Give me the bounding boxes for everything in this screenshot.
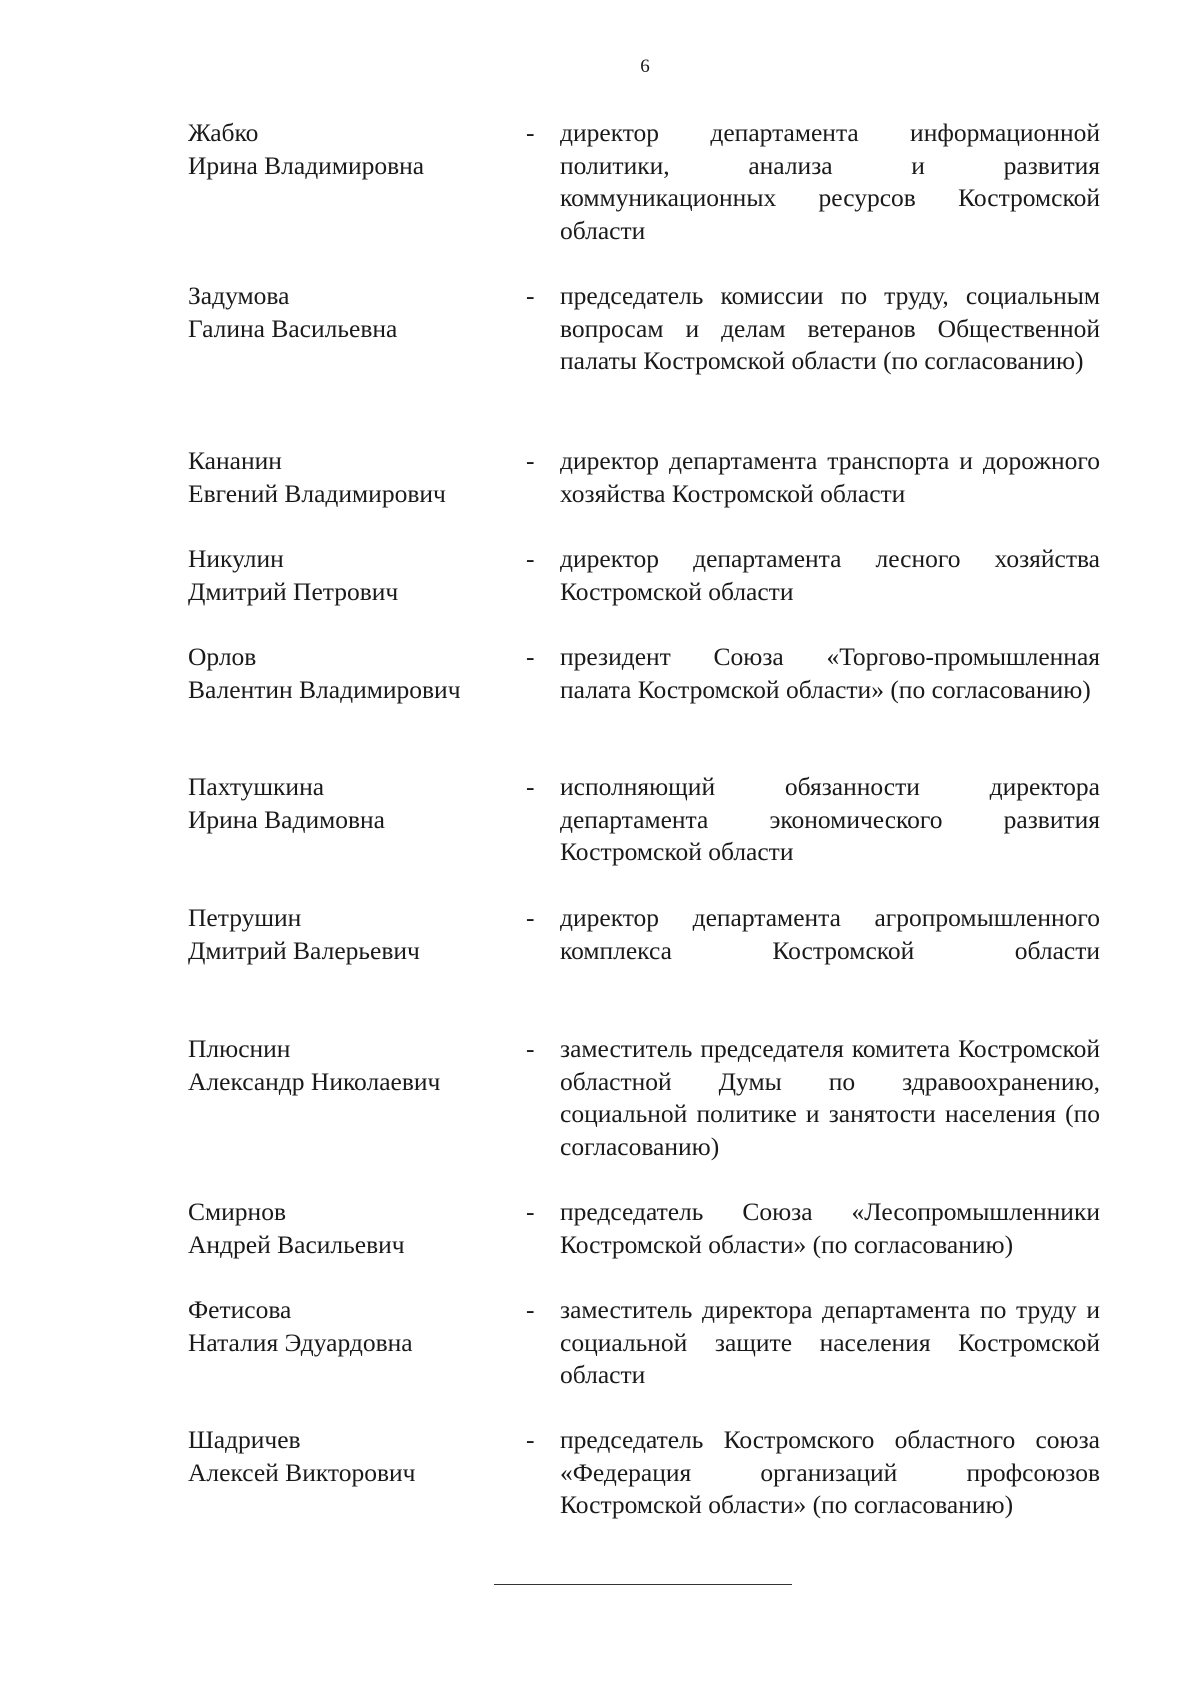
member-surname: Петрушин	[188, 903, 302, 932]
member-position: заместитель председателя комитета Костромской областной Думы по здравоохранению, социальной политике и занятости населения (по согласованию)	[560, 1034, 1100, 1161]
separator-dash: -	[526, 903, 535, 932]
member-name	[188, 543, 508, 608]
separator-dash: -	[526, 446, 535, 475]
member-name	[188, 1196, 508, 1261]
separator-dash: -	[526, 642, 535, 671]
member-surname: Смирнов	[188, 1197, 286, 1226]
member-position: директор департамента лесного хозяйства Костромской области	[560, 544, 1100, 606]
closing-rule	[494, 1584, 792, 1585]
member-surname: Шадричев	[188, 1425, 301, 1454]
member-name	[188, 445, 508, 510]
member-given-names: Ирина Владимировна	[188, 150, 425, 180]
separator-dash: -	[526, 1425, 535, 1454]
member-given-names: Алексей Викторович	[188, 1457, 416, 1487]
member-name	[188, 117, 508, 182]
member-name	[188, 1033, 508, 1098]
member-given-names: Галина Васильевна	[188, 313, 398, 343]
page-number: 6	[640, 56, 650, 77]
member-given-names: Дмитрий Валерьевич	[188, 935, 420, 965]
member-name	[188, 771, 508, 836]
member-surname: Жабко	[188, 118, 259, 147]
member-given-names: Наталия Эдуардовна	[188, 1327, 413, 1357]
member-surname: Никулин	[188, 544, 284, 573]
member-surname: Задумова	[188, 281, 290, 310]
member-position: директор департамента агропромышленного комплекса Костромской области	[560, 903, 1100, 965]
member-surname: Фетисова	[188, 1295, 292, 1324]
member-position: председатель комиссии по труду, социальным вопросам и делам ветеранов Общественной палаты Костромской области (по согласованию)	[560, 281, 1100, 375]
member-given-names: Дмитрий Петрович	[188, 576, 399, 606]
separator-dash: -	[526, 281, 535, 310]
member-surname: Орлов	[188, 642, 257, 671]
separator-dash: -	[526, 1197, 535, 1226]
member-position: председатель Костромского областного союза «Федерация организаций профсоюзов Костромской области» (по согласованию)	[560, 1425, 1100, 1519]
member-name	[188, 280, 508, 345]
member-surname: Пахтушкина	[188, 772, 325, 801]
member-name	[188, 902, 508, 967]
member-given-names: Евгений Владимирович	[188, 478, 446, 508]
member-given-names: Андрей Васильевич	[188, 1229, 405, 1259]
member-given-names: Александр Николаевич	[188, 1066, 441, 1096]
member-name	[188, 641, 508, 706]
separator-dash: -	[526, 118, 535, 147]
member-position: президент Союза «Торгово-промышленная палата Костромской области» (по согласованию)	[560, 642, 1100, 704]
member-position: заместитель директора департамента по труду и социальной защите населения Костромской области	[560, 1295, 1100, 1389]
member-position: директор департамента информационной политики, анализа и развития коммуникационных ресурсов Костромской области	[560, 118, 1100, 245]
member-position: директор департамента транспорта и дорожного хозяйства Костромской области	[560, 446, 1100, 508]
member-position: исполняющий обязанности директора департамента экономического развития Костромской области	[560, 772, 1100, 866]
separator-dash: -	[526, 1295, 535, 1324]
member-given-names: Ирина Вадимовна	[188, 804, 385, 834]
member-name	[188, 1424, 508, 1489]
member-name	[188, 1294, 508, 1359]
separator-dash: -	[526, 772, 535, 801]
member-given-names: Валентин Владимирович	[188, 674, 461, 704]
member-surname: Плюснин	[188, 1034, 291, 1063]
member-position: председатель Союза «Лесопромышленники Костромской области» (по согласованию)	[560, 1197, 1100, 1259]
member-surname: Кананин	[188, 446, 282, 475]
separator-dash: -	[526, 544, 535, 573]
separator-dash: -	[526, 1034, 535, 1063]
